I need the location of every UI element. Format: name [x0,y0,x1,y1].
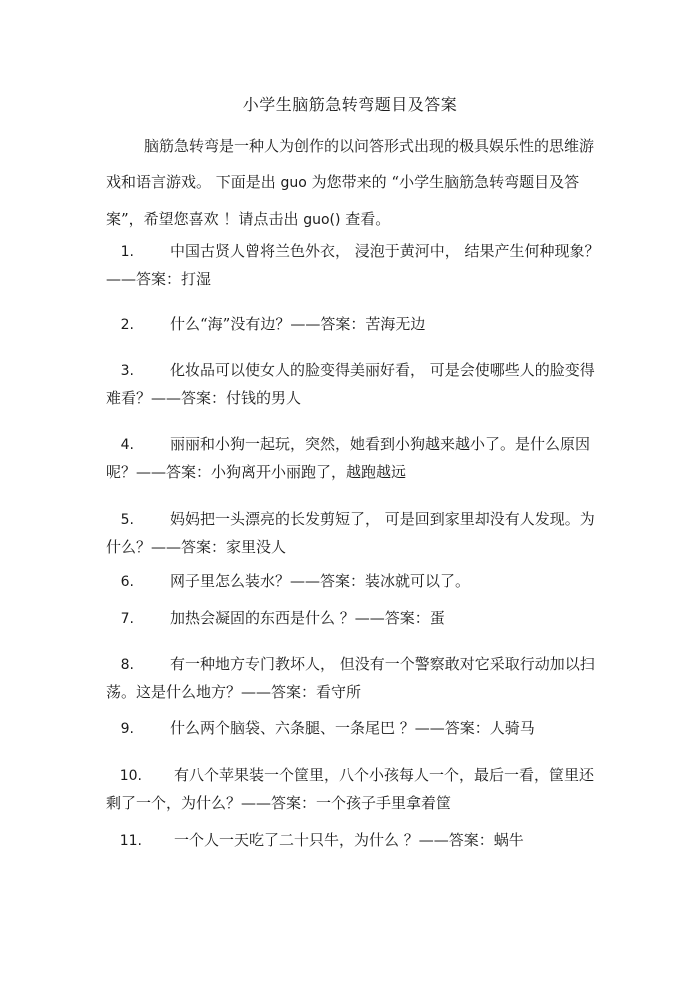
question-text: 妈妈把一头漂亮的长发剪短了， 可是回到家里却没有人发现。为什么？——答案：家里没人 [106,510,595,556]
question-item-7 [106,605,606,633]
intro-guo-1: guo [280,175,307,191]
question-text: 化妆品可以使女人的脸变得美丽好看， 可是会使哪些人的脸变得难看？——答案：付钱的男人 [106,361,595,407]
question-number: 7. [120,611,134,627]
question-item-5 [106,506,606,561]
question-text: 丽丽和小狗一起玩，突然，她看到小狗越来越小了。是什么原因呢？——答案：小狗离开小丽跑了，越跑越远 [106,435,591,481]
question-item-6 [106,568,606,596]
question-number: 6. [120,574,134,590]
question-number: 5. [120,512,134,528]
question-item-1 [106,238,606,293]
question-number: 4. [120,437,134,453]
question-item-3 [106,357,606,412]
intro-text-2: 为您带来的 “小学生脑筋急转弯题目及答案”，希望您喜欢 ！请点击出 [106,173,580,228]
question-text: 什么两个脑袋、六条腿、一条尾巴 ？——答案：人骑马 [170,719,535,737]
question-text: 中国古贤人曾将兰色外衣， 浸泡于黄河中， 结果产生何种现象？——答案：打湿 [106,242,600,288]
question-text: 什么“海”没有边？——答案：苦海无边 [170,315,426,333]
question-number: 3. [120,363,134,379]
question-item-10 [106,762,606,817]
question-text: 加热会凝固的东西是什么 ？——答案：蛋 [170,609,445,627]
intro-guo-2: guo() [303,212,341,228]
question-item-11 [106,827,606,855]
question-number: 10. [119,768,142,784]
intro-text-1: 脑筋急转弯是一种人为创作的以问答形式出现的极具娱乐性的思维游戏和语言游戏。 下面是出 [106,137,595,191]
intro-text-3: 查看。 [340,210,391,228]
question-number: 2. [120,317,134,333]
question-item-9 [106,715,606,743]
question-item-8 [106,651,606,706]
question-number: 1. [120,244,134,260]
question-item-4 [106,431,606,486]
question-text: 有一种地方专门教坏人， 但没有一个警察敢对它采取行动加以扫荡。这是什么地方？——答案：看守所 [106,655,595,701]
question-text: 有八个苹果装一个筐里，八个小孩每人一个，最后一看，筐里还剩了一个，为什么？——答案：一个孩子手里拿着筐 [106,766,595,812]
question-text: 网子里怎么装水？——答案：装冰就可以了。 [170,572,471,590]
question-item-2 [106,311,606,339]
document-title: 小学生脑筋急转弯题目及答案 [242,95,458,114]
question-number: 8. [120,657,134,673]
question-number: 11. [119,833,142,849]
intro-paragraph [106,128,606,238]
question-number: 9. [120,721,134,737]
question-text: 一个人一天吃了二十只牛，为什么 ？——答案：蜗牛 [174,831,524,849]
